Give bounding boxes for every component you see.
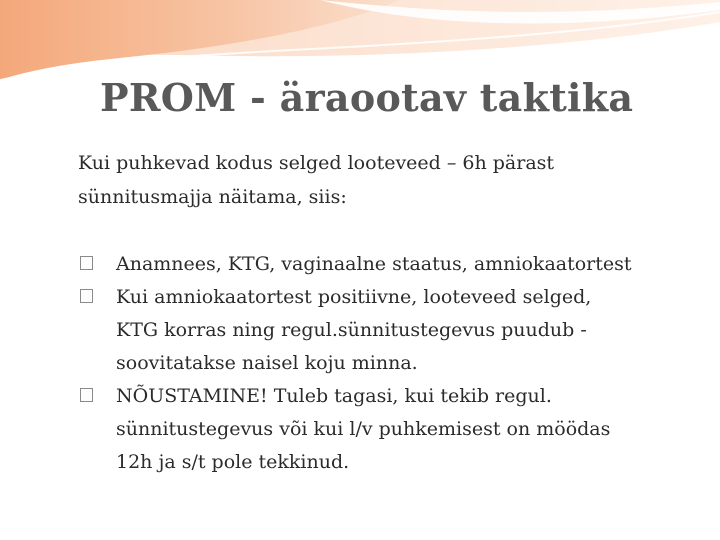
bullet-line: KTG korras ning regul.sünnitustegevus puudub -: [116, 319, 587, 341]
bullet-line: 12h ja s/t pole tekkinud.: [116, 451, 350, 473]
checkbox-bullet-icon: [80, 388, 93, 402]
intro-paragraph: [78, 146, 678, 214]
bullet-line: Anamnees, KTG, vaginaalne staatus, amniokaatortest: [116, 253, 632, 275]
checkbox-bullet-icon: [80, 289, 93, 303]
bullet-item: [78, 380, 688, 479]
intro-line: Kui puhkevad kodus selged looteveed – 6h pärast: [78, 152, 555, 174]
bullet-line: NÕUSTAMINE! Tuleb tagasi, kui tekib regul.: [116, 385, 552, 407]
bullet-item: [78, 281, 688, 380]
bullet-line: soovitatakse naisel koju minna.: [116, 352, 418, 374]
bullet-item: [78, 248, 688, 281]
slide-title: PROM - äraootav taktika: [100, 75, 634, 120]
intro-line: sünnitusmajja näitama, siis:: [78, 186, 347, 208]
checkbox-bullet-icon: [80, 256, 93, 270]
bullet-list: [78, 248, 688, 479]
bullet-line: Kui amniokaatortest positiivne, looteveed selged,: [116, 286, 592, 308]
bullet-line: sünnitustegevus või kui l/v puhkemisest on möödas: [116, 418, 611, 440]
